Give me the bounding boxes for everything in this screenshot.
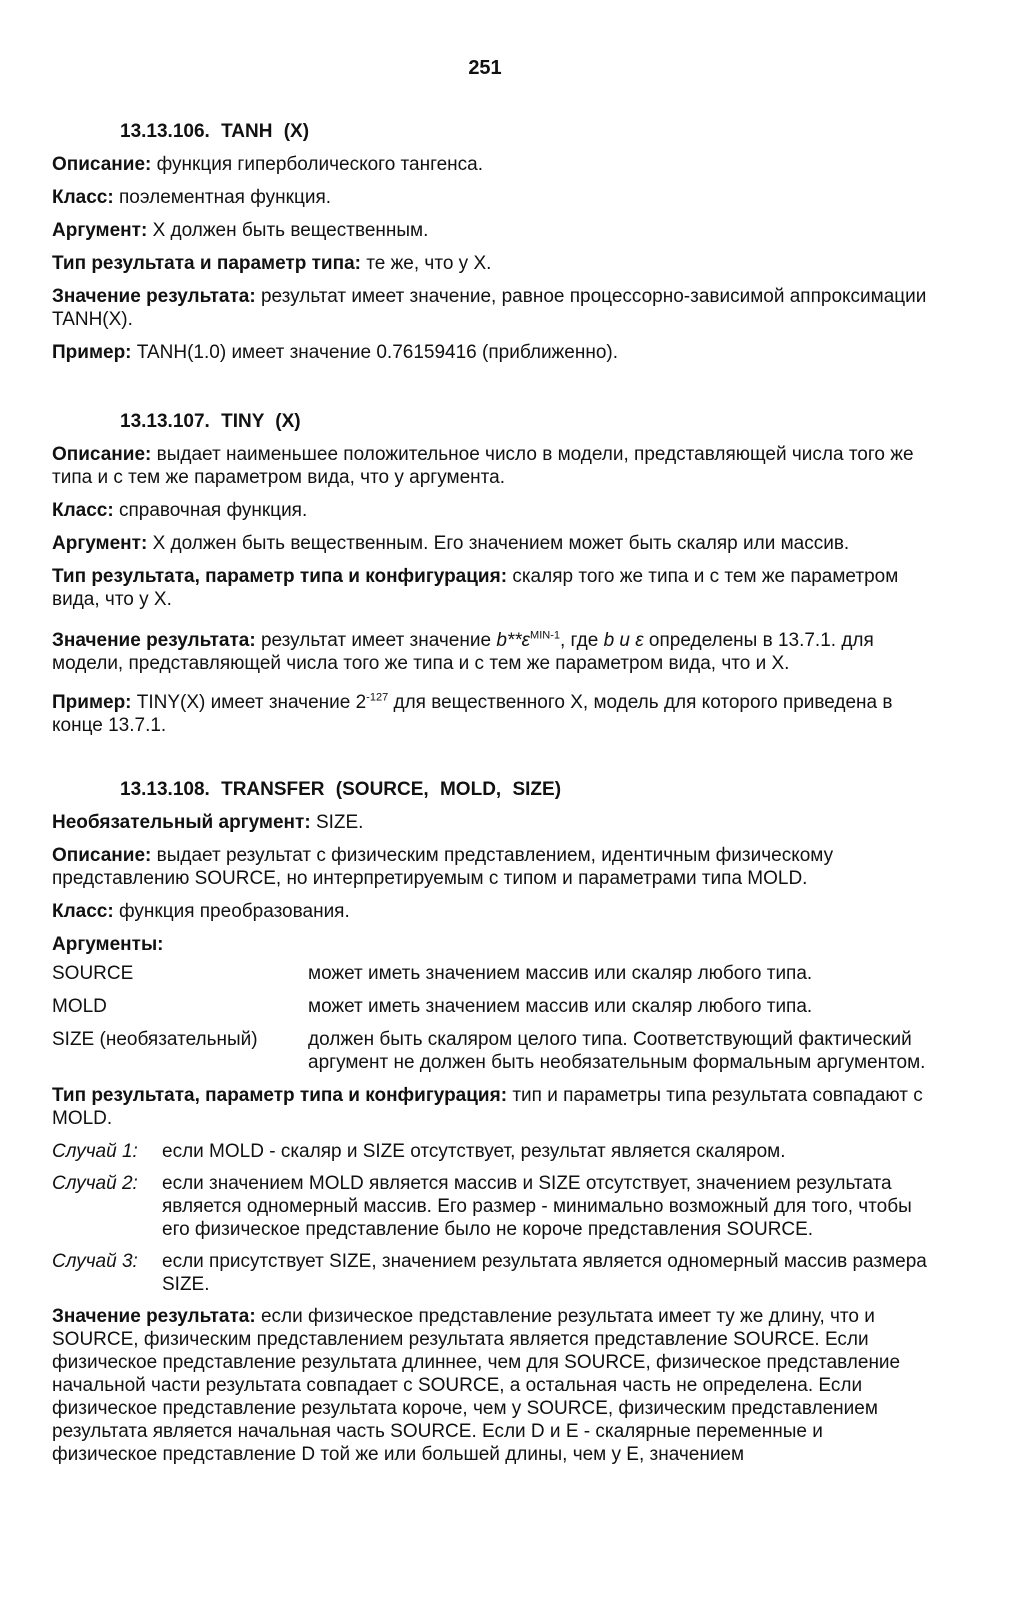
class: Класс: справочная функция. — [52, 500, 308, 521]
result-type: Тип результата и параметр типа: те же, что у X. — [52, 253, 492, 274]
page-number: 251 — [468, 57, 502, 79]
section-tiny — [52, 410, 932, 747]
description: Описание: выдает результат с физическим представлением, идентичным физическому представлению SOURCE, но интерпретируемым с типом и параметрами типа MOLD. — [52, 845, 834, 889]
result-type: Тип результата, параметр типа и конфигурация: скаляр того же типа и с тем же параметром вида, что у X. — [52, 566, 899, 610]
section-tanh — [52, 120, 932, 374]
section-heading: 13.13.108. TRANSFER (SOURCE, MOLD, SIZE) — [120, 779, 562, 800]
optional-argument: Необязательный аргумент: SIZE. — [52, 812, 364, 833]
argument-row: SOURCE может иметь значением массив или скаляр любого типа. — [52, 963, 813, 984]
class: Класс: поэлементная функция. — [52, 187, 332, 208]
example: Пример: TINY(X) имеет значение $2^{-127}$ для вещественного X, модель для которого приведена в конце 13.7.1. — [52, 691, 893, 736]
class: Класс: функция преобразования. — [52, 901, 350, 922]
result-value: Значение результата: результат имеет значение, равное процессорно-зависимой аппроксимации TANH(X). — [52, 286, 927, 330]
case-row: Случай 2: если значением MOLD является массив и SIZE отсутствует, значением результата является одномерный массив. Его размер - минимально возможный для того, чтобы его физическое представление было не короче представления SOURCE. — [52, 1173, 912, 1240]
section-heading: 13.13.106. TANH (X) — [120, 121, 310, 142]
case-row: Случай 3: если присутствует SIZE, значением результата является одномерный массив размера SIZE. — [52, 1251, 927, 1295]
arguments-label: Аргументы: — [52, 934, 164, 955]
case-row: Случай 1: если MOLD - скаляр и SIZE отсутствует, результат является скаляром. — [52, 1141, 786, 1162]
result-type: Тип результата, параметр типа и конфигурация: тип и параметры типа результата совпадают с MOLD. — [52, 1085, 923, 1129]
result-value: Значение результата: результат имеет значение $b**\varepsilon^{MIN-1}$, где b и ε определены в 13.7.1. для модели, представляющей числа того же типа и с тем же параметром вида, что и X. — [52, 629, 874, 674]
argument: Аргумент: X должен быть вещественным. Его значением может быть скаляр или массив. — [52, 533, 850, 554]
argument: Аргумент: X должен быть вещественным. — [52, 220, 429, 241]
argument-row: SIZE (необязательный) должен быть скаляром целого типа. Соответствующий фактический аргумент не должен быть необязательным формальным аргументом. — [52, 1029, 926, 1073]
result-value: Значение результата: если физическое представление результата имеет ту же длину, что и SOURCE, физическим представлением результата является представление SOURCE. Если физическое представление результата длиннее, чем для SOURCE, физическое представление начальной части результата совпадает с SOURCE, а остальная часть не определена. Если физическое представление результата короче, чем у SOURCE, физическим представлением результата является начальная часть SOURCE. Если D и E - скалярные переменные и физическое представление D той же или большей длины, чем у E, значением — [52, 1306, 901, 1465]
description: Описание: выдает наименьшее положительное число в модели, представляющей числа того же типа и с тем же параметром вида, что у аргумента. — [52, 444, 914, 488]
example: Пример: TANH(1.0) имеет значение 0.76159416 (приближенно). — [52, 342, 618, 363]
description: Описание: функция гиперболического тангенса. — [52, 154, 484, 175]
argument-row: MOLD может иметь значением массив или скаляр любого типа. — [52, 996, 813, 1017]
section-transfer — [52, 778, 932, 1476]
section-heading: 13.13.107. TINY (X) — [120, 411, 301, 432]
